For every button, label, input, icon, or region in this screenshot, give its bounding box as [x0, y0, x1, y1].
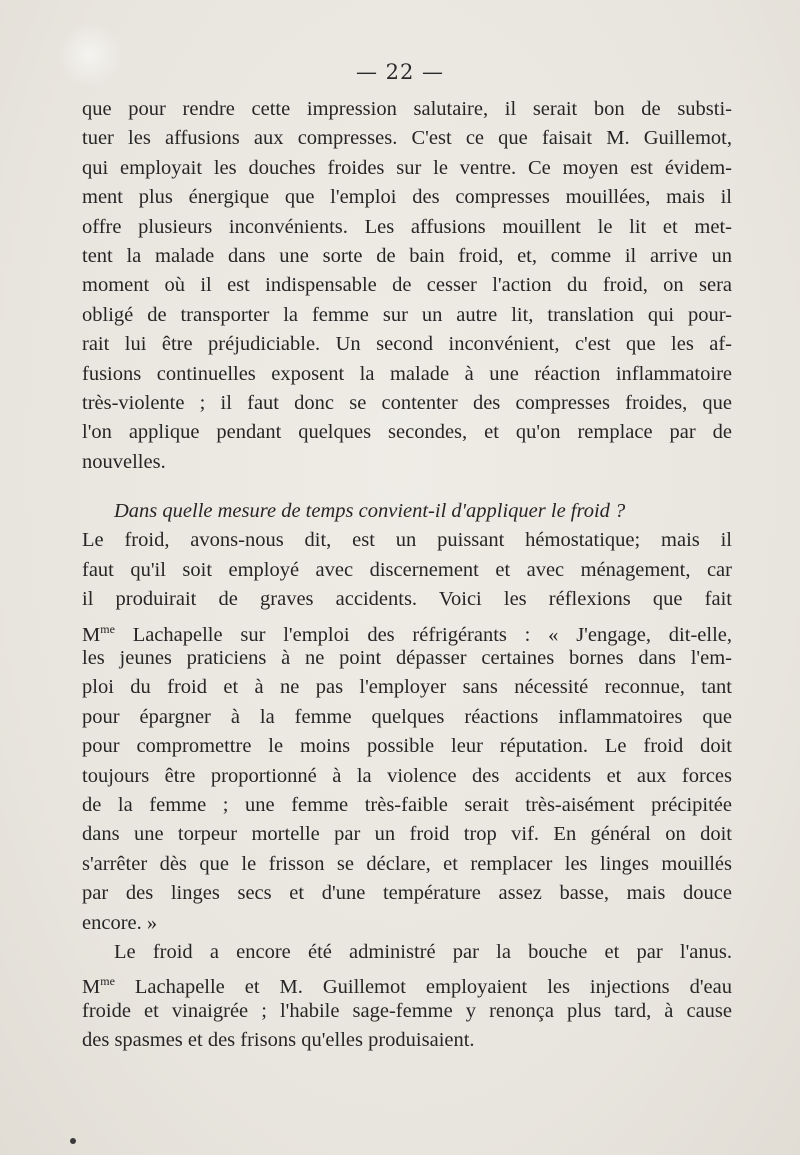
superscript: me [100, 621, 115, 636]
text-line: ment plus énergique que l'emploi des compresses mouillées, mais il [82, 186, 732, 209]
text-fragment: M [82, 623, 101, 646]
ink-speck [70, 1138, 76, 1144]
text-line: rait lui être préjudiciable. Un second inconvénient, c'est que les af- [82, 333, 732, 356]
text-line: il produirait de graves accidents. Voici les réflexions que fait [82, 588, 732, 611]
text-line: obligé de transporter la femme sur un autre lit, translation qui pour- [82, 303, 732, 326]
text-fragment: Lachapelle et M. Guillemot employaient les injections d'eau [114, 976, 732, 999]
text-line: Le froid, avons-nous dit, est un puissant hémostatique; mais il [82, 529, 732, 552]
text-line: les jeunes praticiens à ne point dépasser certaines bornes dans l'em- [82, 647, 732, 670]
text-line [82, 615, 732, 644]
text-line: pour épargner à la femme quelques réactions inflammatoires que [82, 705, 732, 728]
text-line: encore. » [82, 911, 158, 934]
section-heading: Dans quelle mesure de temps convient-il d'appliquer le froid ? [114, 500, 626, 523]
text-line: fusions continuelles exposent la malade à une réaction inflammatoire [82, 362, 732, 385]
page-number: — 22 — [355, 60, 445, 84]
paragraph-gap [82, 477, 732, 497]
text-line: nouvelles. [82, 450, 166, 473]
text-line: des spasmes et des frisons qu'elles produisaient. [82, 1029, 475, 1052]
text-line: moment où il est indispensable de cesser l'action du froid, on sera [82, 274, 732, 297]
paragraph-3 [82, 938, 732, 1056]
text-line: faut qu'il soit employé avec discernement et avec ménagement, car [82, 558, 732, 581]
text-line: toujours être proportionné à la violence des accidents et aux forces [82, 764, 732, 787]
text-line: dans une torpeur mortelle par un froid trop vif. En général on doit [82, 823, 732, 846]
text-line: s'arrêter dès que le frisson se déclare, et remplacer les linges mouillés [82, 852, 732, 875]
text-line: très-violente ; il faut donc se contenter des compresses froides, que [82, 391, 732, 414]
text-line: que pour rendre cette impression salutaire, il serait bon de substi- [82, 98, 732, 120]
text-line: l'on applique pendant quelques secondes, et qu'on remplace par de [82, 421, 732, 444]
text-fragment: Lachapelle sur l'emploi des réfrigérants : « J'engage, dit-elle, [114, 623, 732, 646]
paragraph-2 [82, 497, 732, 938]
text-line: offre plusieurs inconvénients. Les affusions mouillent le lit et met- [82, 215, 732, 238]
text-fragment: M [82, 976, 101, 999]
text-line: qui employait les douches froides sur le ventre. Ce moyen est évidem- [82, 156, 732, 179]
text-line: par des linges secs et d'une température assez basse, mais douce [82, 882, 732, 905]
body-text [82, 95, 732, 1056]
text-line: tuer les affusions aux compresses. C'est ce que faisait M. Guillemot, [82, 127, 732, 150]
text-line: pour compromettre le moins possible leur réputation. Le froid doit [82, 735, 732, 758]
text-line: froide et vinaigrée ; l'habile sage-femme y renonça plus tard, à cause [82, 999, 732, 1022]
text-line: ploi du froid et à ne pas l'employer sans nécessité reconnue, tant [82, 676, 732, 699]
text-line: de la femme ; une femme très-faible serait très-aisément précipitée [82, 793, 732, 816]
superscript: me [100, 974, 115, 989]
text-line: Le froid a encore été administré par la bouche et par l'anus. [114, 940, 732, 963]
paragraph-1 [82, 95, 732, 477]
text-line [82, 967, 732, 999]
text-line: tent la malade dans une sorte de bain froid, et, comme il arrive un [82, 244, 732, 267]
